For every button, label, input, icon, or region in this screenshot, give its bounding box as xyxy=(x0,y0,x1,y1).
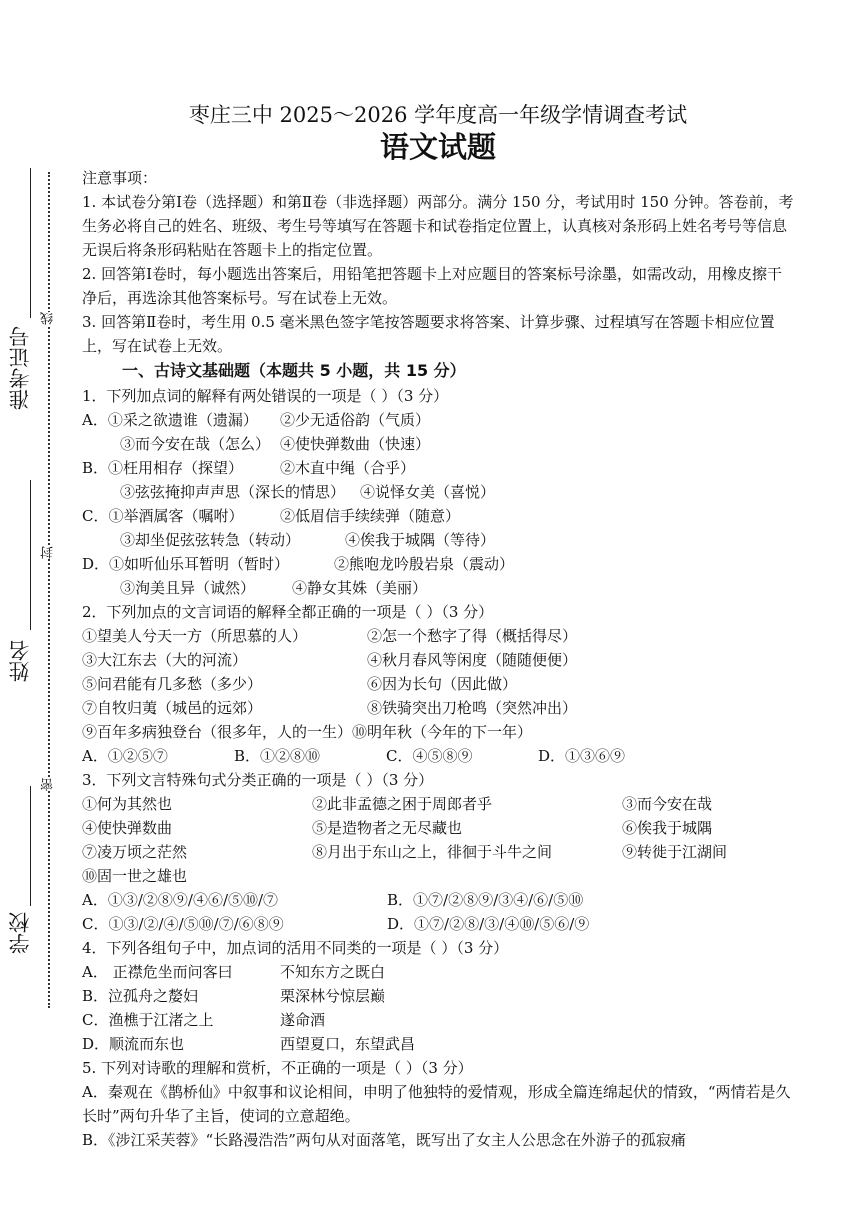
binding-margin xyxy=(0,0,80,1227)
q3-option-d[interactable]: D．①⑦/②⑧/③/④⑩/⑤⑥/⑨ xyxy=(387,915,590,933)
seal-dotted-line xyxy=(48,172,50,1008)
q1-option-c xyxy=(82,504,794,528)
q1-option-c-cont xyxy=(82,528,794,552)
q2-item-1: ①望美人兮天一方（所思慕的人） xyxy=(82,627,308,645)
q3-option-b[interactable]: B．①⑦/②⑧⑨/③④/⑥/⑤⑩ xyxy=(387,891,584,909)
q2-row-4 xyxy=(82,696,794,720)
q1-option-d xyxy=(82,552,794,576)
q3-item-1: ①何为其然也 xyxy=(82,795,173,813)
q3-item-9: ⑨转徙于江湖间 xyxy=(622,843,728,861)
q4-d-right: 西望夏口，东望武昌 xyxy=(280,1035,416,1053)
q1-option-b-cont xyxy=(82,480,794,504)
q4-option-b[interactable] xyxy=(82,984,794,1008)
q1-c-3: ③却坐促弦弦转急（转动） xyxy=(120,531,301,549)
q3-item-4: ④使快弹数曲 xyxy=(82,819,173,837)
q1-d-2: ②熊咆龙吟殷岩泉（震动） xyxy=(334,555,515,573)
school-label: 学校 xyxy=(8,912,32,954)
q1-a-3: ③而今安在哉（怎么） xyxy=(120,435,271,453)
q1-d-4: ④静女其姝（美丽） xyxy=(292,579,428,597)
q1-a-1: A．①采之欲遗谁（遗漏） xyxy=(82,411,258,429)
school-underline xyxy=(30,786,31,906)
q1-stem: 1．下列加点词的解释有两处错误的一项是（ ）（3 分） xyxy=(82,387,449,405)
q1-c-2: ②低眉信手续续弹（随意） xyxy=(280,507,461,525)
q3-item-3: ③而今安在哉 xyxy=(622,795,713,813)
q4-option-a[interactable] xyxy=(82,960,794,984)
q5-stem: 5. 下列对诗歌的理解和赏析，不正确的一项是（ ）（3 分） xyxy=(82,1059,473,1077)
q3-stem: 3．下列文言特殊句式分类正确的一项是（ ）（3 分） xyxy=(82,771,434,789)
q4-option-c[interactable] xyxy=(82,1008,794,1032)
q1-c-1: C．①举酒属客（嘱咐） xyxy=(82,507,244,525)
q1-a-2: ②少无适俗韵（气质） xyxy=(280,411,431,429)
note-item-3: 3. 回答第Ⅱ卷时，考生用 0.5 毫米黑色签字笔按答题要求将答案、计算步骤、过程填写在答题卡相应位置上，写在试卷上无效。 xyxy=(82,313,775,355)
q1-d-3: ③洵美且异（诚然） xyxy=(120,579,256,597)
q1-option-a xyxy=(82,408,794,432)
q3-item-10: ⑩固一世之雄也 xyxy=(82,867,188,885)
q3-option-c[interactable]: C．①③/②/④/⑤⑩/⑦/⑥⑧⑨ xyxy=(82,915,284,933)
q4-a-right: 不知东方之既白 xyxy=(280,963,386,981)
q2-option-d[interactable]: D．①③⑥⑨ xyxy=(538,747,626,765)
note-item-1: 1. 本试卷分第Ⅰ卷（选择题）和第Ⅱ卷（非选择题）两部分。满分 150 分，考试用时 150 分钟。答卷前，考生务必将自己的姓名、班级、考生号等填写在答题卡和试卷指定位置上，认真核对条形码上姓名考号等信息无误后将条形码粘贴在答题卡上的指定位置。 xyxy=(82,193,794,259)
q4-option-d[interactable] xyxy=(82,1032,794,1056)
q2-item-3: ③大江东去（大的河流） xyxy=(82,651,248,669)
q2-option-c[interactable]: C．④⑤⑧⑨ xyxy=(386,747,473,765)
q2-row-3 xyxy=(82,672,794,696)
q2-item-4: ④秋月春风等闲度（随随便便） xyxy=(367,651,578,669)
q4-c-left: C．渔樵于江渚之上 xyxy=(82,1011,214,1029)
q3-row-1 xyxy=(82,792,794,816)
q4-a-left: A． 正襟危坐而问客曰 xyxy=(82,963,233,981)
q4-b-left: B．泣孤舟之嫠妇 xyxy=(82,987,199,1005)
q2-item-8: ⑧铁骑突出刀枪鸣（突然冲出） xyxy=(367,699,578,717)
q1-b-4: ④说怿女美（喜悦） xyxy=(360,483,496,501)
q2-item-5: ⑤问君能有几多愁（多少） xyxy=(82,675,263,693)
q2-option-a[interactable]: A．①②⑤⑦ xyxy=(82,747,168,765)
q4-stem: 4．下列各组句子中，加点词的活用不同类的一项是（ ）（3 分） xyxy=(82,939,509,957)
q1-b-1: B．①枉用相存（探望） xyxy=(82,459,244,477)
q1-a-4: ④使快弹数曲（快速） xyxy=(280,435,431,453)
q2-option-b[interactable]: B．①②⑧⑩ xyxy=(234,747,321,765)
exam-title: 枣庄三中 2025～2026 学年度高一年级学情调查考试 xyxy=(188,103,688,127)
q1-b-3: ③弦弦掩抑声声思（深长的情思） xyxy=(120,483,346,501)
q2-row-5 xyxy=(82,720,794,744)
q1-option-b xyxy=(82,456,794,480)
q2-item-9: ⑨百年多病独登台（很多年，人的一生） xyxy=(82,723,353,741)
q3-item-2: ②此非孟德之困于周郎者乎 xyxy=(312,795,493,813)
seal-xian: 线 xyxy=(41,312,56,325)
q3-row-3 xyxy=(82,840,794,864)
name-underline xyxy=(30,480,31,630)
q3-options-row-2 xyxy=(82,912,794,936)
q2-stem: 2．下列加点的文言词语的解释全都正确的一项是（ ）（3 分） xyxy=(82,603,494,621)
q4-d-left: D．顺流而东也 xyxy=(82,1035,185,1053)
q2-item-6: ⑥因为长句（因此做） xyxy=(367,675,518,693)
q3-item-6: ⑥俟我于城隅 xyxy=(622,819,713,837)
seal-feng: 封 xyxy=(41,546,56,559)
q5-option-b[interactable]: B．《涉江采芙蓉》“长路漫浩浩”两句从对面落笔，既写出了女主人公思念在外游子的孤寂痛 xyxy=(82,1131,686,1149)
q1-d-1: D．①如听仙乐耳暂明（暂时） xyxy=(82,555,290,573)
note-item-2: 2. 回答第Ⅰ卷时，每小题选出答案后，用铅笔把答题卡上对应题目的答案标号涂墨，如需改动，用橡皮擦干净后，再选涂其他答案标号。写在试卷上无效。 xyxy=(82,265,783,307)
q1-c-4: ④俟我于城隅（等待） xyxy=(345,531,496,549)
q2-options xyxy=(82,744,794,768)
q4-b-right: 栗深林兮惊层巅 xyxy=(280,987,386,1005)
q3-options-row-1 xyxy=(82,888,794,912)
name-label: 姓名 xyxy=(8,640,32,682)
exam-no-label: 准考证号 xyxy=(8,326,32,410)
q1-option-a-cont xyxy=(82,432,794,456)
q3-item-8: ⑧月出于东山之上，徘徊于斗牛之间 xyxy=(312,843,553,861)
q1-option-d-cont xyxy=(82,576,794,600)
q3-option-a[interactable]: A．①③/②⑧⑨/④⑥/⑤⑩/⑦ xyxy=(82,891,279,909)
q1-b-2: ②木直中绳（合乎） xyxy=(280,459,416,477)
q3-item-7: ⑦凌万顷之茫然 xyxy=(82,843,188,861)
seal-mi: 密 xyxy=(41,778,56,791)
q3-item-5: ⑤是造物者之无尽藏也 xyxy=(312,819,463,837)
section-heading: 一、古诗文基础题（本题共 5 小题，共 15 分） xyxy=(122,361,466,380)
q2-item-10: ⑩明年秋（今年的下一年） xyxy=(352,723,533,741)
subject-title: 语文试题 xyxy=(379,130,496,164)
q2-row-2 xyxy=(82,648,794,672)
q5-option-a[interactable]: A．秦观在《鹊桥仙》中叙事和议论相间，申明了他独特的爱情观，形成全篇连绵起伏的情致，“两情若是久长时”两句升华了主旨，使词的立意超绝。 xyxy=(82,1083,791,1125)
notes-heading: 注意事项： xyxy=(82,169,158,187)
q2-row-1 xyxy=(82,624,794,648)
q2-item-2: ②怎一个愁字了得（概括得尽） xyxy=(367,627,578,645)
q2-item-7: ⑦自牧归荑（城邑的远郊） xyxy=(82,699,263,717)
exam-no-underline xyxy=(30,168,31,318)
q3-row-2 xyxy=(82,816,794,840)
exam-content xyxy=(82,100,794,1152)
q4-c-right: 遂命酒 xyxy=(280,1011,326,1029)
